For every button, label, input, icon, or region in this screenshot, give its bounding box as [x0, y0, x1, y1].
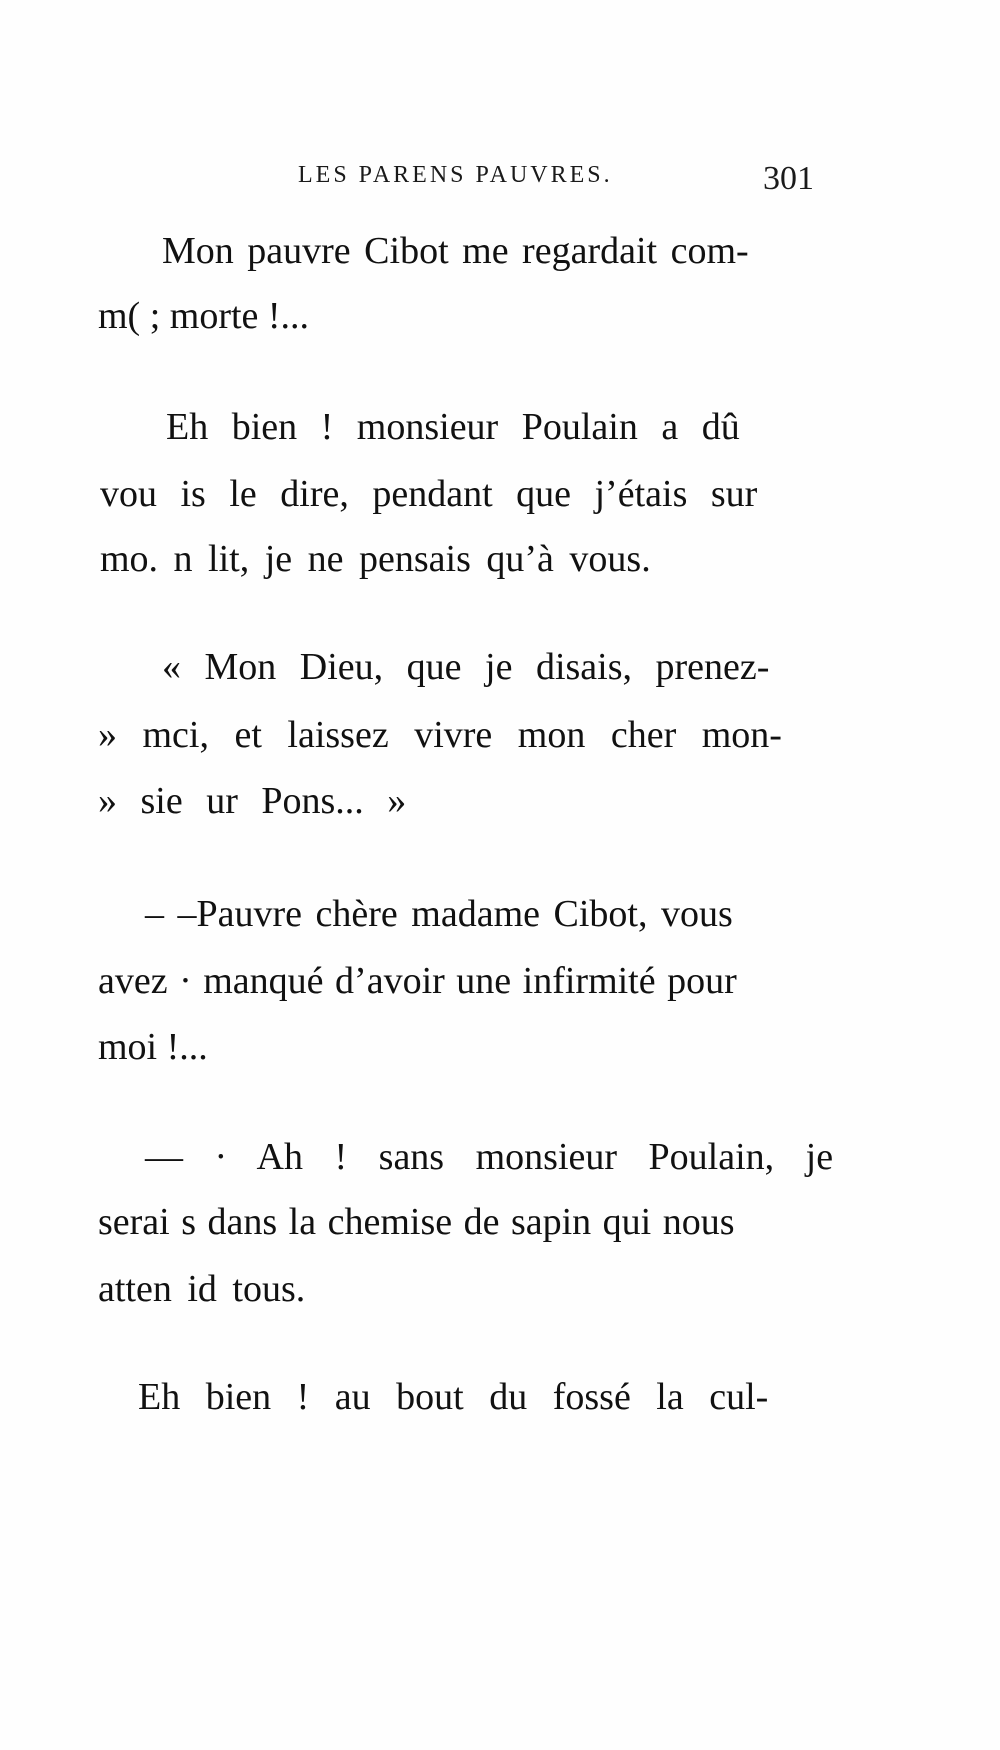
text-line: mo. n lit, je ne pensais qu’à vous. [100, 538, 651, 580]
text-line: m( ; morte !... [98, 295, 310, 337]
text-line: » mci, et laissez vivre mon cher mon- [98, 714, 782, 756]
page-number: 301 [763, 160, 814, 197]
text-line: serai s dans la chemise de sapin qui nous [98, 1201, 735, 1243]
running-head-title: LES PARENS PAUVRES. [298, 162, 613, 188]
text-line: Eh bien ! monsieur Poulain a dû [166, 406, 740, 448]
text-line: vou is le dire, pendant que j’étais sur [100, 473, 758, 515]
text-line: Eh bien ! au bout du fossé la cul- [138, 1376, 769, 1418]
text-line: Mon pauvre Cibot me regardait com- [162, 230, 749, 272]
text-line: avez · manqué d’avoir une infirmité pour [98, 960, 737, 1002]
text-line: « Mon Dieu, que je disais, prenez- [162, 646, 770, 688]
text-line: — · Ah ! sans monsieur Poulain, je [145, 1136, 834, 1178]
text-line: atten id tous. [98, 1268, 306, 1310]
text-line: – –Pauvre chère madame Cibot, vous [145, 893, 733, 935]
text-line: » sie ur Pons... » [98, 780, 407, 822]
text-line: moi !... [98, 1026, 208, 1068]
